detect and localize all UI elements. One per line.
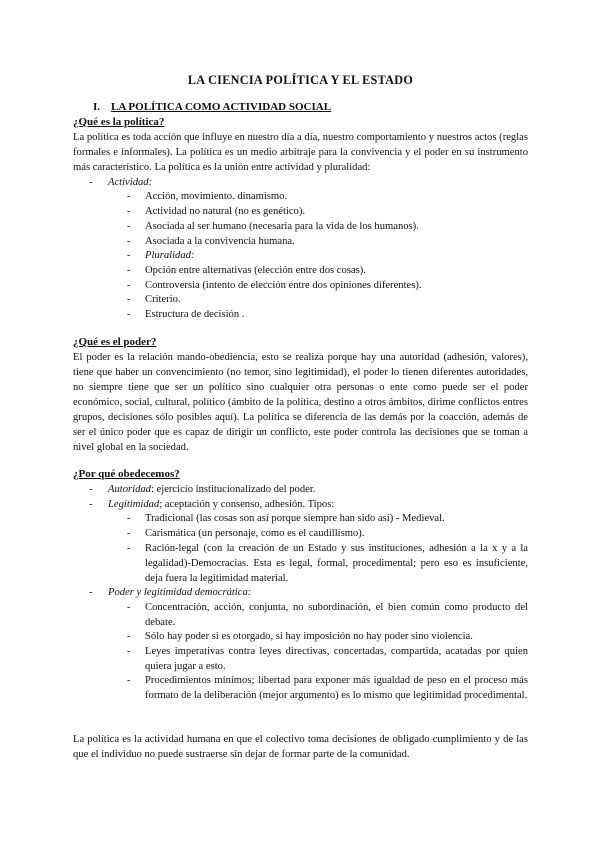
- term-poder-legitimidad: Poder y legitimidad democrática: [108, 587, 248, 598]
- section-number: I.: [93, 101, 101, 113]
- question-heading-poder: ¿Qué es el poder?: [73, 336, 157, 348]
- question-heading-politica: ¿Qué es la política?: [73, 116, 165, 128]
- term-legitimidad: Legitimidad: [108, 499, 160, 510]
- list-item: - Ración-legal (con la creación de un Estado y sus instituciones, adhesión a la x y a la legalidad)-Democracias. Esta es legal, formal, procedimental; pero eso es insuficiente, deja fuera la legitimidad material.: [127, 543, 528, 584]
- list-item: - Asociada a la convivencia humana.: [127, 236, 295, 247]
- section-heading: [93, 100, 331, 115]
- list-item-pluralidad: - Pluralidad:: [127, 248, 528, 263]
- list-item: - Sólo hay poder si es otorgado, si hay imposición no hay poder sino violencia.: [127, 631, 473, 642]
- paragraph-closing: La política es la actividad humana en que el colectivo toma decisiones de obligado cumplimiento y de las que el individuo no puede sustraerse sin dejar de formar parte de la comunidad.: [73, 734, 528, 760]
- bullet-dash: -: [89, 177, 93, 188]
- question-heading-obedecemos: ¿Por qué obedecemos?: [73, 468, 180, 480]
- list-item: - Criterio.: [127, 294, 181, 305]
- term-autoridad: Autoridad: [108, 484, 151, 495]
- list-item: - Asociada al ser humano (necesaria para la vida de los humanos).: [127, 221, 419, 232]
- list-item: - Acción, movimiento. dinamismo.: [127, 191, 288, 202]
- list-item: - Leyes imperativas contra leyes directivas, concertadas, compartida, acatadas por quien quiera jugar a esto.: [127, 646, 528, 672]
- paragraph-politica: La política es toda acción que influye en nuestro día a día, nuestro comportamiento y nuestros actos (reglas formales e informales). La política es un medio arbitraje para la convivencia y el poder en su instrumento más característico. La política es la unión entre actividad y pluralidad:: [73, 132, 528, 173]
- list-item: - Controversia (intento de elección entre dos opiniones diferentes).: [127, 280, 422, 291]
- list-item: - Carismática (un personaje, como es el caudillismo).: [127, 528, 365, 539]
- list-label-actividad: Actividad:: [108, 177, 153, 188]
- document-title: LA CIENCIA POLÍTICA Y EL ESTADO: [187, 73, 414, 87]
- section-title: LA POLÍTICA COMO ACTIVIDAD SOCIAL: [111, 101, 332, 113]
- list-item: - Estructura de decisión .: [127, 309, 245, 320]
- list-item: - Opción entre alternativas (elección entre dos cosas).: [127, 265, 366, 276]
- list-item: - Tradicional (las cosas son así porque siempre han sido así) - Medieval.: [127, 513, 445, 524]
- list-item: - Concentración, acción, conjunta, no subordinación, el bien común como producto del debate.: [127, 602, 528, 628]
- list-item: - Procedimientos mínimos; libertad para exponer más igualdad de peso en el proceso más formato de la deliberación (mejor argumento) es lo mismo que legitimidad procedimental.: [127, 675, 528, 701]
- list-item: - Actividad no natural (no es genético).: [127, 206, 306, 217]
- paragraph-poder: El poder es la relación mando-obediencia, esto se realiza porque hay una autoridad (adhesión, valores), tiene que haber un convencimiento (no temor, sino legitimidad), el poder lo tienen diferentes autoridades, no siempre tiene que ser un político sino cualquier otra personas o ente como puede ser el poder económico, social, cultural, político (ámbito de la política, destino a otros ámbitos, dirime conflictos entres grupos, decisiones sólo posibles aquí). La política se diferencia de las demás por la coacción, además de ser el único poder que es capaz de dirigir un conflicto, este poder controla las decisiones que se toman a nivel global en la sociedad.: [73, 352, 528, 453]
- list-label-pluralidad: Pluralidad:: [145, 250, 195, 261]
